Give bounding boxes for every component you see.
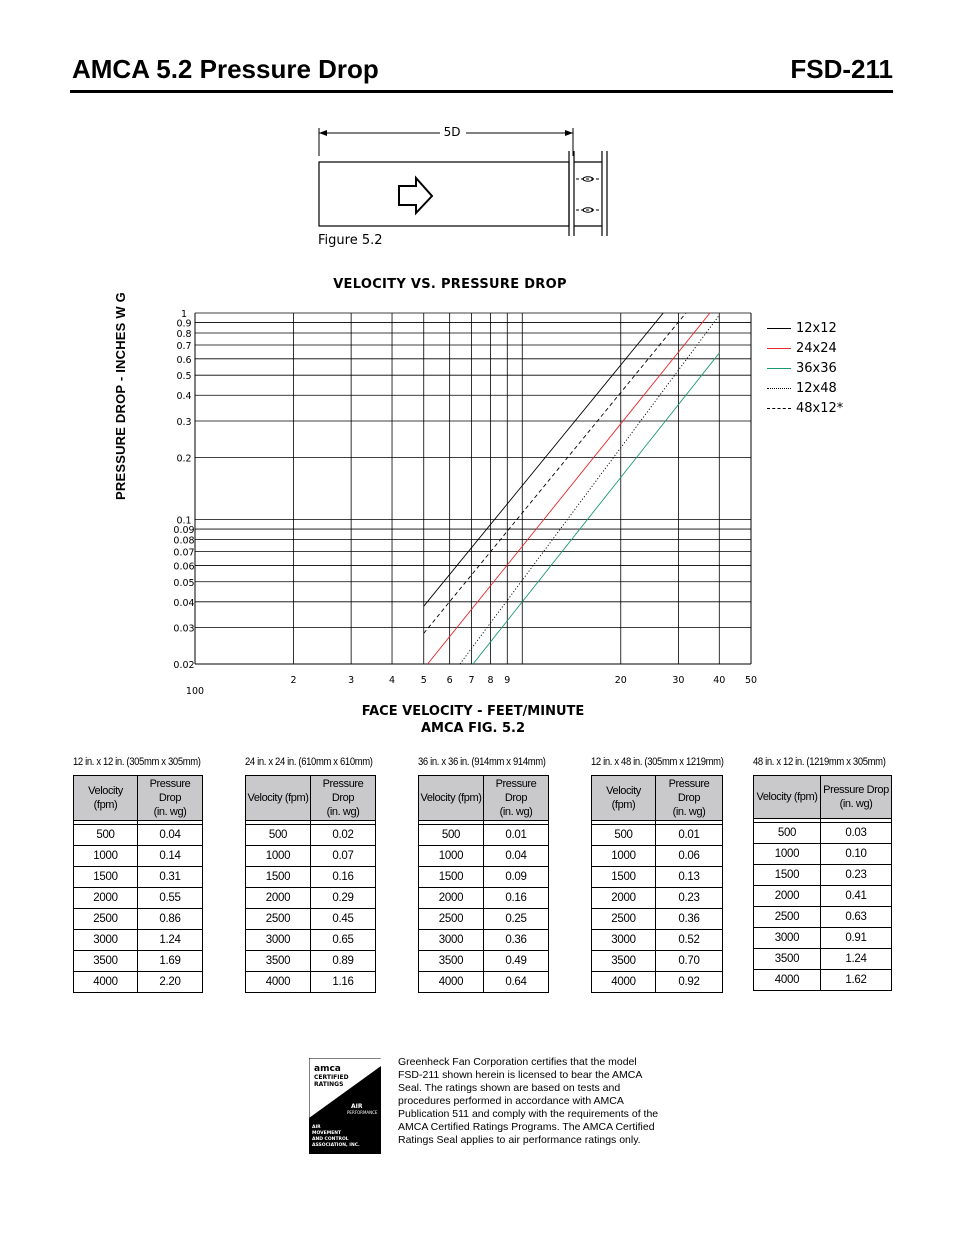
pressure-drop-cell: 0.25 bbox=[484, 909, 549, 930]
pressure-drop-table-block bbox=[245, 756, 393, 993]
pressure-drop-table-block bbox=[753, 756, 907, 991]
chart-legend bbox=[767, 318, 843, 418]
velocity-cell: 3500 bbox=[754, 949, 821, 970]
table-row bbox=[246, 867, 376, 888]
figure-reference: AMCA FIG. 5.2 bbox=[420, 721, 525, 736]
pressure-drop-cell: 0.01 bbox=[484, 825, 549, 846]
table-row bbox=[419, 825, 549, 846]
velocity-cell: 1500 bbox=[246, 867, 311, 888]
table-title: 12 in. x 12 in. (305mm x 305mm) bbox=[73, 756, 201, 768]
table-row bbox=[74, 972, 203, 993]
legend-item bbox=[767, 398, 843, 418]
table-title: 12 in. x 48 in. (305mm x 1219mm) bbox=[591, 756, 724, 768]
pressure-drop-cell: 0.04 bbox=[484, 846, 549, 867]
velocity-cell: 500 bbox=[592, 825, 656, 846]
x-tick-label: 3 bbox=[348, 675, 355, 686]
pressure-drop-cell: 0.41 bbox=[821, 886, 892, 907]
velocity-cell: 500 bbox=[74, 825, 138, 846]
table-row bbox=[419, 909, 549, 930]
pressure-drop-cell: 0.64 bbox=[484, 972, 549, 993]
pressure-drop-cell: 0.36 bbox=[484, 930, 549, 951]
legend-swatch bbox=[767, 368, 791, 369]
y-tick-label: 0.08 bbox=[173, 535, 195, 547]
velocity-cell: 500 bbox=[246, 825, 311, 846]
badge-line: CERTIFIED bbox=[314, 1074, 349, 1081]
y-tick-label: 0.02 bbox=[173, 660, 195, 671]
velocity-cell: 3000 bbox=[754, 928, 821, 949]
table-row bbox=[74, 930, 203, 951]
badge-line: MOVEMENT bbox=[312, 1131, 342, 1136]
table-title: 24 in. x 24 in. (610mm x 610mm) bbox=[245, 756, 373, 768]
velocity-cell: 1500 bbox=[592, 867, 656, 888]
velocity-cell: 1000 bbox=[419, 846, 484, 867]
legend-item bbox=[767, 358, 843, 378]
table-row bbox=[74, 951, 203, 972]
pressure-drop-cell: 0.16 bbox=[484, 888, 549, 909]
x-tick-label: 4 bbox=[389, 675, 396, 686]
y-tick-label: 0.05 bbox=[173, 577, 195, 589]
pressure-drop-cell: 0.92 bbox=[656, 972, 723, 993]
model-number: FSD-211 bbox=[790, 54, 893, 84]
table-row bbox=[74, 909, 203, 930]
pressure-drop-cell: 0.55 bbox=[138, 888, 203, 909]
pressure-drop-cell: 0.70 bbox=[656, 951, 723, 972]
table-header-row bbox=[74, 776, 203, 821]
table-row bbox=[592, 888, 723, 909]
badge-line: RATINGS bbox=[314, 1081, 344, 1088]
table-row bbox=[592, 972, 723, 993]
legend-item bbox=[767, 338, 843, 358]
pressure-drop-table bbox=[753, 775, 892, 991]
velocity-cell: 4000 bbox=[246, 972, 311, 993]
pressure-drop-cell: 0.86 bbox=[138, 909, 203, 930]
table-row bbox=[74, 867, 203, 888]
y-tick-label: 0.07 bbox=[173, 547, 195, 559]
velocity-cell: 3500 bbox=[246, 951, 311, 972]
pressure-drop-cell: 0.04 bbox=[138, 825, 203, 846]
pressure-drop-table-block bbox=[418, 756, 566, 993]
y-axis-title: PRESSURE DROP - INCHES W G bbox=[113, 292, 128, 500]
column-header-pressure-line1: Pressure Drop bbox=[668, 778, 710, 804]
x-tick-label: 5 bbox=[420, 675, 427, 686]
velocity-cell: 2500 bbox=[419, 909, 484, 930]
table-header-row bbox=[592, 776, 723, 821]
table-row bbox=[419, 867, 549, 888]
pressure-drop-table-block bbox=[73, 756, 221, 993]
pressure-drop-cell: 0.36 bbox=[656, 909, 723, 930]
x-tick-label: 7 bbox=[468, 675, 475, 686]
column-header-pressure-line2: (in. wg) bbox=[839, 798, 873, 810]
legend-swatch bbox=[767, 348, 791, 349]
velocity-cell: 3000 bbox=[592, 930, 656, 951]
pressure-drop-table bbox=[591, 775, 723, 993]
figure-caption: Figure 5.2 bbox=[318, 233, 383, 248]
velocity-cell: 2000 bbox=[592, 888, 656, 909]
pressure-drop-table bbox=[418, 775, 549, 993]
y-tick-label: 0.04 bbox=[173, 597, 195, 609]
y-tick-label: 0.3 bbox=[176, 417, 192, 429]
x-tick-label: 9 bbox=[504, 675, 511, 686]
y-tick-label: 0.03 bbox=[173, 623, 195, 635]
y-tick-label: 0.8 bbox=[176, 329, 192, 341]
y-tick-label: 0.6 bbox=[176, 354, 192, 366]
y-tick-label: 0.06 bbox=[173, 561, 195, 573]
table-row bbox=[419, 930, 549, 951]
column-header-pressure-line1: Pressure Drop bbox=[495, 778, 537, 804]
badge-line: AIR bbox=[351, 1103, 363, 1110]
table-title: 48 in. x 12 in. (1219mm x 305mm) bbox=[753, 756, 886, 768]
table-row bbox=[754, 949, 892, 970]
legend-item bbox=[767, 318, 843, 338]
pressure-drop-cell: 0.13 bbox=[656, 867, 723, 888]
velocity-cell: 3000 bbox=[419, 930, 484, 951]
velocity-cell: 3000 bbox=[246, 930, 311, 951]
velocity-cell: 1000 bbox=[592, 846, 656, 867]
pressure-drop-cell: 0.02 bbox=[311, 825, 376, 846]
series-line bbox=[460, 315, 719, 664]
pressure-drop-cell: 0.06 bbox=[656, 846, 723, 867]
velocity-cell: 4000 bbox=[419, 972, 484, 993]
legend-item bbox=[767, 378, 843, 398]
velocity-cell: 1000 bbox=[74, 846, 138, 867]
velocity-cell: 3500 bbox=[419, 951, 484, 972]
velocity-cell: 2500 bbox=[246, 909, 311, 930]
table-header-row bbox=[754, 776, 892, 819]
amca-seal-logo bbox=[309, 1058, 381, 1154]
velocity-cell: 1500 bbox=[74, 867, 138, 888]
velocity-cell: 500 bbox=[754, 823, 821, 844]
pressure-drop-cell: 2.20 bbox=[138, 972, 203, 993]
pressure-drop-cell: 0.29 bbox=[311, 888, 376, 909]
table-row bbox=[754, 844, 892, 865]
pressure-drop-cell: 0.91 bbox=[821, 928, 892, 949]
dim-label: 5D bbox=[443, 125, 461, 139]
table-row bbox=[74, 888, 203, 909]
x-tick-label: 30 bbox=[672, 675, 685, 686]
y-tick-label: 0.7 bbox=[176, 341, 192, 353]
pressure-drop-cell: 0.01 bbox=[656, 825, 723, 846]
badge-line: PERFORMANCE bbox=[347, 1110, 378, 1115]
column-header-pressure-line1: Pressure Drop bbox=[149, 778, 191, 804]
column-header-pressure-line1: Pressure Drop bbox=[823, 784, 889, 796]
badge-line: ASSOCIATION, INC. bbox=[312, 1143, 360, 1148]
table-row bbox=[246, 972, 376, 993]
legend-label: 24x24 bbox=[796, 340, 837, 356]
table-row bbox=[246, 888, 376, 909]
velocity-cell: 3500 bbox=[74, 951, 138, 972]
pressure-drop-table bbox=[245, 775, 376, 993]
badge-line: amca bbox=[314, 1064, 341, 1074]
velocity-cell: 2000 bbox=[419, 888, 484, 909]
velocity-cell: 2000 bbox=[74, 888, 138, 909]
page-title: AMCA 5.2 Pressure Drop bbox=[72, 54, 379, 84]
column-header-velocity: Velocity (fpm) bbox=[754, 776, 821, 819]
pressure-drop-cell: 0.89 bbox=[311, 951, 376, 972]
pressure-drop-cell: 0.63 bbox=[821, 907, 892, 928]
column-header-pressure bbox=[484, 776, 549, 821]
table-row bbox=[419, 846, 549, 867]
pressure-drop-cell: 0.49 bbox=[484, 951, 549, 972]
column-header-pressure-line2: (in. wg) bbox=[153, 806, 187, 818]
y-tick-label: 1 bbox=[180, 309, 188, 320]
y-tick-label: 0.1 bbox=[176, 515, 192, 527]
table-row bbox=[74, 846, 203, 867]
y-tick-label: 0.2 bbox=[176, 453, 192, 465]
x-tick-label: 50 bbox=[744, 675, 758, 686]
legend-label: 12x12 bbox=[796, 320, 837, 336]
badge-line: AIR bbox=[312, 1125, 321, 1130]
legend-label: 48x12* bbox=[796, 400, 844, 416]
pressure-drop-cell: 0.65 bbox=[311, 930, 376, 951]
chart-title: VELOCITY VS. PRESSURE DROP bbox=[333, 277, 567, 292]
column-header-velocity: Velocity (fpm) bbox=[419, 776, 484, 821]
velocity-cell: 2500 bbox=[754, 907, 821, 928]
column-header-pressure-line1: Pressure Drop bbox=[322, 778, 364, 804]
table-row bbox=[419, 972, 549, 993]
table-row bbox=[592, 951, 723, 972]
table-row bbox=[419, 951, 549, 972]
velocity-cell: 1500 bbox=[754, 865, 821, 886]
column-header-pressure bbox=[821, 776, 892, 819]
legend-label: 12x48 bbox=[796, 380, 837, 396]
pressure-drop-cell: 1.62 bbox=[821, 970, 892, 991]
velocity-cell: 4000 bbox=[754, 970, 821, 991]
legend-swatch bbox=[767, 388, 791, 389]
table-row bbox=[246, 930, 376, 951]
velocity-cell: 2000 bbox=[246, 888, 311, 909]
x-tick-label: 2 bbox=[290, 675, 297, 686]
x-origin-label: 100 bbox=[185, 686, 205, 697]
table-row bbox=[74, 825, 203, 846]
pressure-drop-table bbox=[73, 775, 203, 993]
table-row bbox=[754, 865, 892, 886]
column-header-pressure bbox=[311, 776, 376, 821]
column-header-pressure-line2: (in. wg) bbox=[672, 806, 706, 818]
velocity-cell: 2000 bbox=[754, 886, 821, 907]
pressure-drop-cell: 0.23 bbox=[656, 888, 723, 909]
velocity-cell: 1000 bbox=[754, 844, 821, 865]
table-row bbox=[246, 951, 376, 972]
column-header-pressure bbox=[138, 776, 203, 821]
column-header-pressure bbox=[656, 776, 723, 821]
velocity-cell: 2500 bbox=[592, 909, 656, 930]
y-tick-label: 0.09 bbox=[173, 525, 195, 537]
y-tick-label: 0.9 bbox=[176, 318, 192, 330]
table-row bbox=[754, 907, 892, 928]
table-row bbox=[592, 846, 723, 867]
table-row bbox=[246, 846, 376, 867]
table-row bbox=[754, 823, 892, 844]
velocity-cell: 4000 bbox=[74, 972, 138, 993]
column-header-velocity: Velocity (fpm) bbox=[74, 776, 138, 821]
pressure-drop-cell: 0.23 bbox=[821, 865, 892, 886]
table-row bbox=[246, 825, 376, 846]
y-tick-label: 0.5 bbox=[176, 371, 192, 383]
column-header-velocity: Velocity (fpm) bbox=[246, 776, 311, 821]
table-row bbox=[592, 909, 723, 930]
table-header-row bbox=[246, 776, 376, 821]
table-row bbox=[592, 867, 723, 888]
pressure-drop-cell: 1.24 bbox=[821, 949, 892, 970]
table-row bbox=[592, 930, 723, 951]
velocity-cell: 3500 bbox=[592, 951, 656, 972]
velocity-cell: 1000 bbox=[246, 846, 311, 867]
legend-label: 36x36 bbox=[796, 360, 837, 376]
pressure-drop-cell: 1.24 bbox=[138, 930, 203, 951]
velocity-cell: 4000 bbox=[592, 972, 656, 993]
pressure-drop-cell: 0.14 bbox=[138, 846, 203, 867]
table-title: 36 in. x 36 in. (914mm x 914mm) bbox=[418, 756, 546, 768]
legend-swatch bbox=[767, 408, 791, 409]
table-header-row bbox=[419, 776, 549, 821]
column-header-pressure-line2: (in. wg) bbox=[326, 806, 360, 818]
table-row bbox=[754, 970, 892, 991]
velocity-cell: 500 bbox=[419, 825, 484, 846]
series-line bbox=[424, 272, 720, 633]
x-tick-label: 8 bbox=[487, 675, 494, 686]
table-row bbox=[246, 909, 376, 930]
pressure-drop-cell: 0.10 bbox=[821, 844, 892, 865]
badge-line: AND CONTROL bbox=[312, 1137, 349, 1142]
x-tick-label: 40 bbox=[713, 675, 726, 686]
table-row bbox=[754, 886, 892, 907]
pressure-drop-cell: 0.07 bbox=[311, 846, 376, 867]
column-header-velocity: Velocity (fpm) bbox=[592, 776, 656, 821]
pressure-drop-table-block bbox=[591, 756, 745, 993]
pressure-drop-cell: 0.45 bbox=[311, 909, 376, 930]
table-row bbox=[592, 825, 723, 846]
pressure-drop-cell: 0.16 bbox=[311, 867, 376, 888]
table-row bbox=[754, 928, 892, 949]
y-tick-label: 0.4 bbox=[176, 391, 192, 403]
legend-swatch bbox=[767, 328, 791, 329]
pressure-drop-cell: 0.31 bbox=[138, 867, 203, 888]
x-axis-title: FACE VELOCITY - FEET/MINUTE bbox=[361, 704, 585, 719]
pressure-drop-cell: 0.09 bbox=[484, 867, 549, 888]
column-header-pressure-line2: (in. wg) bbox=[499, 806, 533, 818]
velocity-cell: 3000 bbox=[74, 930, 138, 951]
table-row bbox=[419, 888, 549, 909]
pressure-drop-cell: 0.52 bbox=[656, 930, 723, 951]
x-tick-label: 6 bbox=[446, 675, 453, 686]
pressure-drop-cell: 0.03 bbox=[821, 823, 892, 844]
series-line bbox=[473, 353, 719, 664]
velocity-cell: 1500 bbox=[419, 867, 484, 888]
velocity-cell: 2500 bbox=[74, 909, 138, 930]
pressure-drop-cell: 1.69 bbox=[138, 951, 203, 972]
pressure-drop-cell: 1.16 bbox=[311, 972, 376, 993]
certification-statement: Greenheck Fan Corporation certifies that the model FSD-211 shown herein is licensed to bear the AMCA Seal. The ratings shown are based on tests and procedures performed in accordance with AMCA Publication 511 and comply with the requirements of the AMCA Certified Ratings Programs. The AMCA Certified Ratings Seal applies to air performance ratings only. bbox=[398, 1056, 659, 1146]
x-tick-label: 20 bbox=[614, 675, 627, 686]
